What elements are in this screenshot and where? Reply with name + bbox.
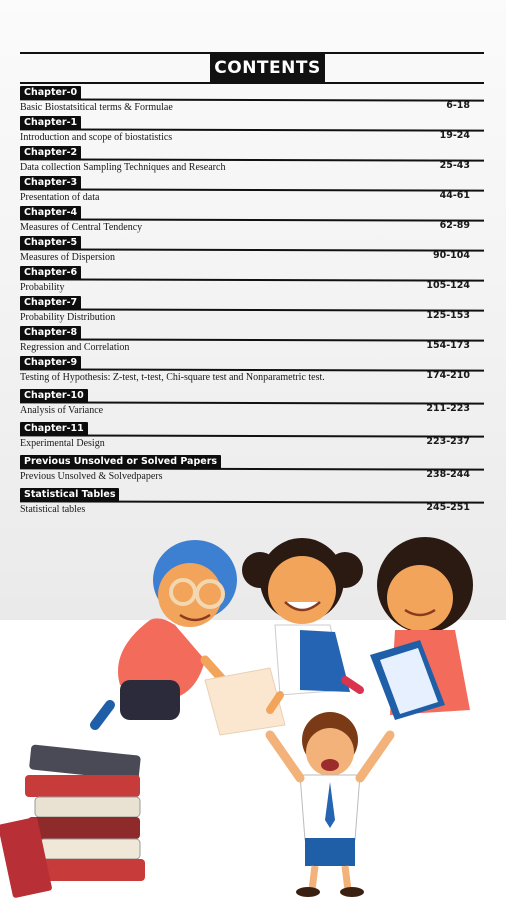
chapter-title: Testing of Hypothesis: Z-test, t-test, Chi-square test and Nonparametric test. xyxy=(20,372,325,383)
chapter-tag: Statistical Tables xyxy=(20,488,119,502)
chapter-title: Measures of Central Tendency xyxy=(20,222,143,233)
contents-entry xyxy=(20,176,484,206)
contents-entry xyxy=(20,116,484,146)
page-title: CONTENTS xyxy=(210,54,325,82)
contents-entry xyxy=(20,266,484,296)
chapter-title: Probability xyxy=(20,282,65,293)
book-stack-icon xyxy=(0,744,145,898)
chapter-title: Presentation of data xyxy=(20,192,100,203)
kids-reading-illustration xyxy=(0,520,506,900)
contents-entry xyxy=(20,296,484,326)
girl-with-book xyxy=(370,537,473,720)
title-band xyxy=(20,52,484,84)
page-range: 174-210 xyxy=(426,370,470,381)
chapter-tag: Chapter-10 xyxy=(20,389,88,403)
chapter-title: Measures of Dispersion xyxy=(20,252,115,263)
chapter-title: Statistical tables xyxy=(20,504,86,515)
page-range: 154-173 xyxy=(426,340,470,351)
page-range: 25-43 xyxy=(439,160,470,171)
entry-divider xyxy=(20,278,484,281)
page-range: 62-89 xyxy=(439,220,470,231)
chapter-title: Data collection Sampling Techniques and Research xyxy=(20,162,226,173)
chapter-tag: Chapter-3 xyxy=(20,176,81,190)
chapter-tag: Chapter-6 xyxy=(20,266,81,280)
contents-entry xyxy=(20,326,484,356)
chapter-tag: Chapter-7 xyxy=(20,296,81,310)
chapter-title: Experimental Design xyxy=(20,438,105,449)
contents-entry xyxy=(20,206,484,236)
contents-entry xyxy=(20,488,484,521)
chapter-title: Regression and Correlation xyxy=(20,342,130,353)
contents-entry xyxy=(20,389,484,422)
contents-entry xyxy=(20,356,484,389)
page-range: 6-18 xyxy=(446,100,470,111)
chapter-tag: Chapter-11 xyxy=(20,422,88,436)
chapter-tag: Chapter-5 xyxy=(20,236,81,250)
chapter-tag: Chapter-0 xyxy=(20,86,81,100)
chapter-title: Introduction and scope of biostatistics xyxy=(20,132,173,143)
chapter-title: Basic Biostatsitical terms & Formulae xyxy=(20,102,173,113)
contents-entry xyxy=(20,422,484,455)
chapter-title: Analysis of Variance xyxy=(20,405,104,416)
contents-entry xyxy=(20,455,484,488)
contents-entry xyxy=(20,236,484,266)
chapter-title: Probability Distribution xyxy=(20,312,116,323)
page-range: 238-244 xyxy=(426,469,470,480)
chapter-tag: Chapter-4 xyxy=(20,206,81,220)
page-range: 211-223 xyxy=(426,403,470,414)
page-range: 245-251 xyxy=(426,502,470,513)
chapter-tag: Chapter-9 xyxy=(20,356,81,370)
contents-list xyxy=(20,86,484,521)
page-range: 125-153 xyxy=(426,310,470,321)
chapter-tag: Chapter-2 xyxy=(20,146,81,160)
cheering-boy-illustration xyxy=(270,712,390,897)
page-range: 105-124 xyxy=(426,280,470,291)
chapter-tag: Previous Unsolved or Solved Papers xyxy=(20,455,221,469)
chapter-title: Previous Unsolved & Solvedpapers xyxy=(20,471,163,482)
chapter-tag: Chapter-1 xyxy=(20,116,81,130)
page-range: 44-61 xyxy=(439,190,470,201)
page-range: 223-237 xyxy=(426,436,470,447)
page-range: 19-24 xyxy=(439,130,470,141)
page-range: 90-104 xyxy=(433,250,470,261)
contents-entry xyxy=(20,146,484,176)
contents-entry xyxy=(20,86,484,116)
chapter-tag: Chapter-8 xyxy=(20,326,81,340)
